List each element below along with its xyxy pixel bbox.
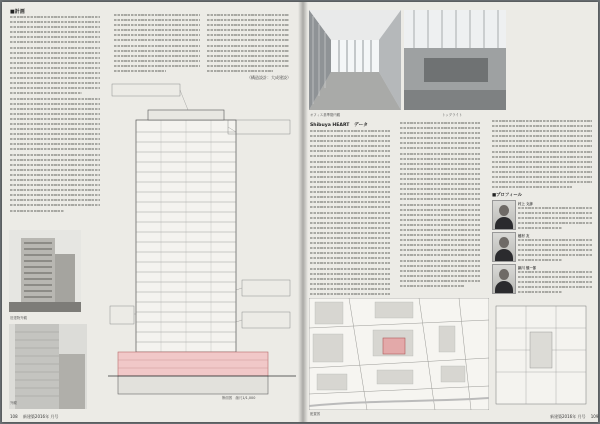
profile-text-3 xyxy=(518,271,592,296)
left-column-text-2 xyxy=(114,14,200,75)
elevation-caption: 外観 xyxy=(10,401,17,405)
office-interior-photo xyxy=(309,10,401,110)
profile-name-1: 村上 文彦 xyxy=(518,202,533,206)
profile-name-3: 細川 慎一郎 xyxy=(518,266,537,270)
section-heading: ■計画 xyxy=(10,9,25,15)
skylight-photo xyxy=(404,10,506,110)
spine-gutter xyxy=(298,2,308,422)
old-building-caption: 旧建物外観 xyxy=(10,316,27,320)
skylight-photo-caption: トップライト xyxy=(442,113,463,117)
right-page-number: 109 xyxy=(590,414,599,419)
old-building-photo xyxy=(9,230,81,312)
data-column-3 xyxy=(492,120,592,191)
data-column-1 xyxy=(310,130,390,303)
profile-heading: ■プロフィール xyxy=(492,193,523,198)
magazine-spread xyxy=(2,2,598,422)
left-column-text-1 xyxy=(10,16,100,215)
author-credit: （構造設計：大成建設） xyxy=(247,75,291,80)
left-column-text-3 xyxy=(207,14,289,75)
left-page-number: 108 xyxy=(10,414,18,419)
section-caption: 断面図 縮尺1/1,000 xyxy=(222,396,256,400)
portrait-uemura xyxy=(492,232,516,262)
portrait-murakami xyxy=(492,200,516,230)
elevation-photo xyxy=(9,324,87,409)
data-column-2 xyxy=(400,122,480,290)
right-folio xyxy=(550,414,598,420)
office-photo-caption: オフィス基準階内観 xyxy=(310,113,341,117)
profile-text-2 xyxy=(518,239,592,264)
profile-name-2: 植村 友 xyxy=(518,234,530,238)
profile-text-1 xyxy=(518,207,592,232)
site-plan-caption: 配置図 xyxy=(310,412,321,416)
portrait-hosokawa xyxy=(492,264,516,294)
section-drawing xyxy=(108,80,296,400)
site-plan-map xyxy=(309,298,489,410)
data-heading: Shibuya HEART データ xyxy=(310,123,368,128)
left-publication: 新建築2016年 月号 xyxy=(22,414,59,419)
floor-plan-small xyxy=(492,298,592,410)
right-publication: 新建築2016年 月号 xyxy=(550,414,586,419)
left-folio xyxy=(10,414,58,420)
